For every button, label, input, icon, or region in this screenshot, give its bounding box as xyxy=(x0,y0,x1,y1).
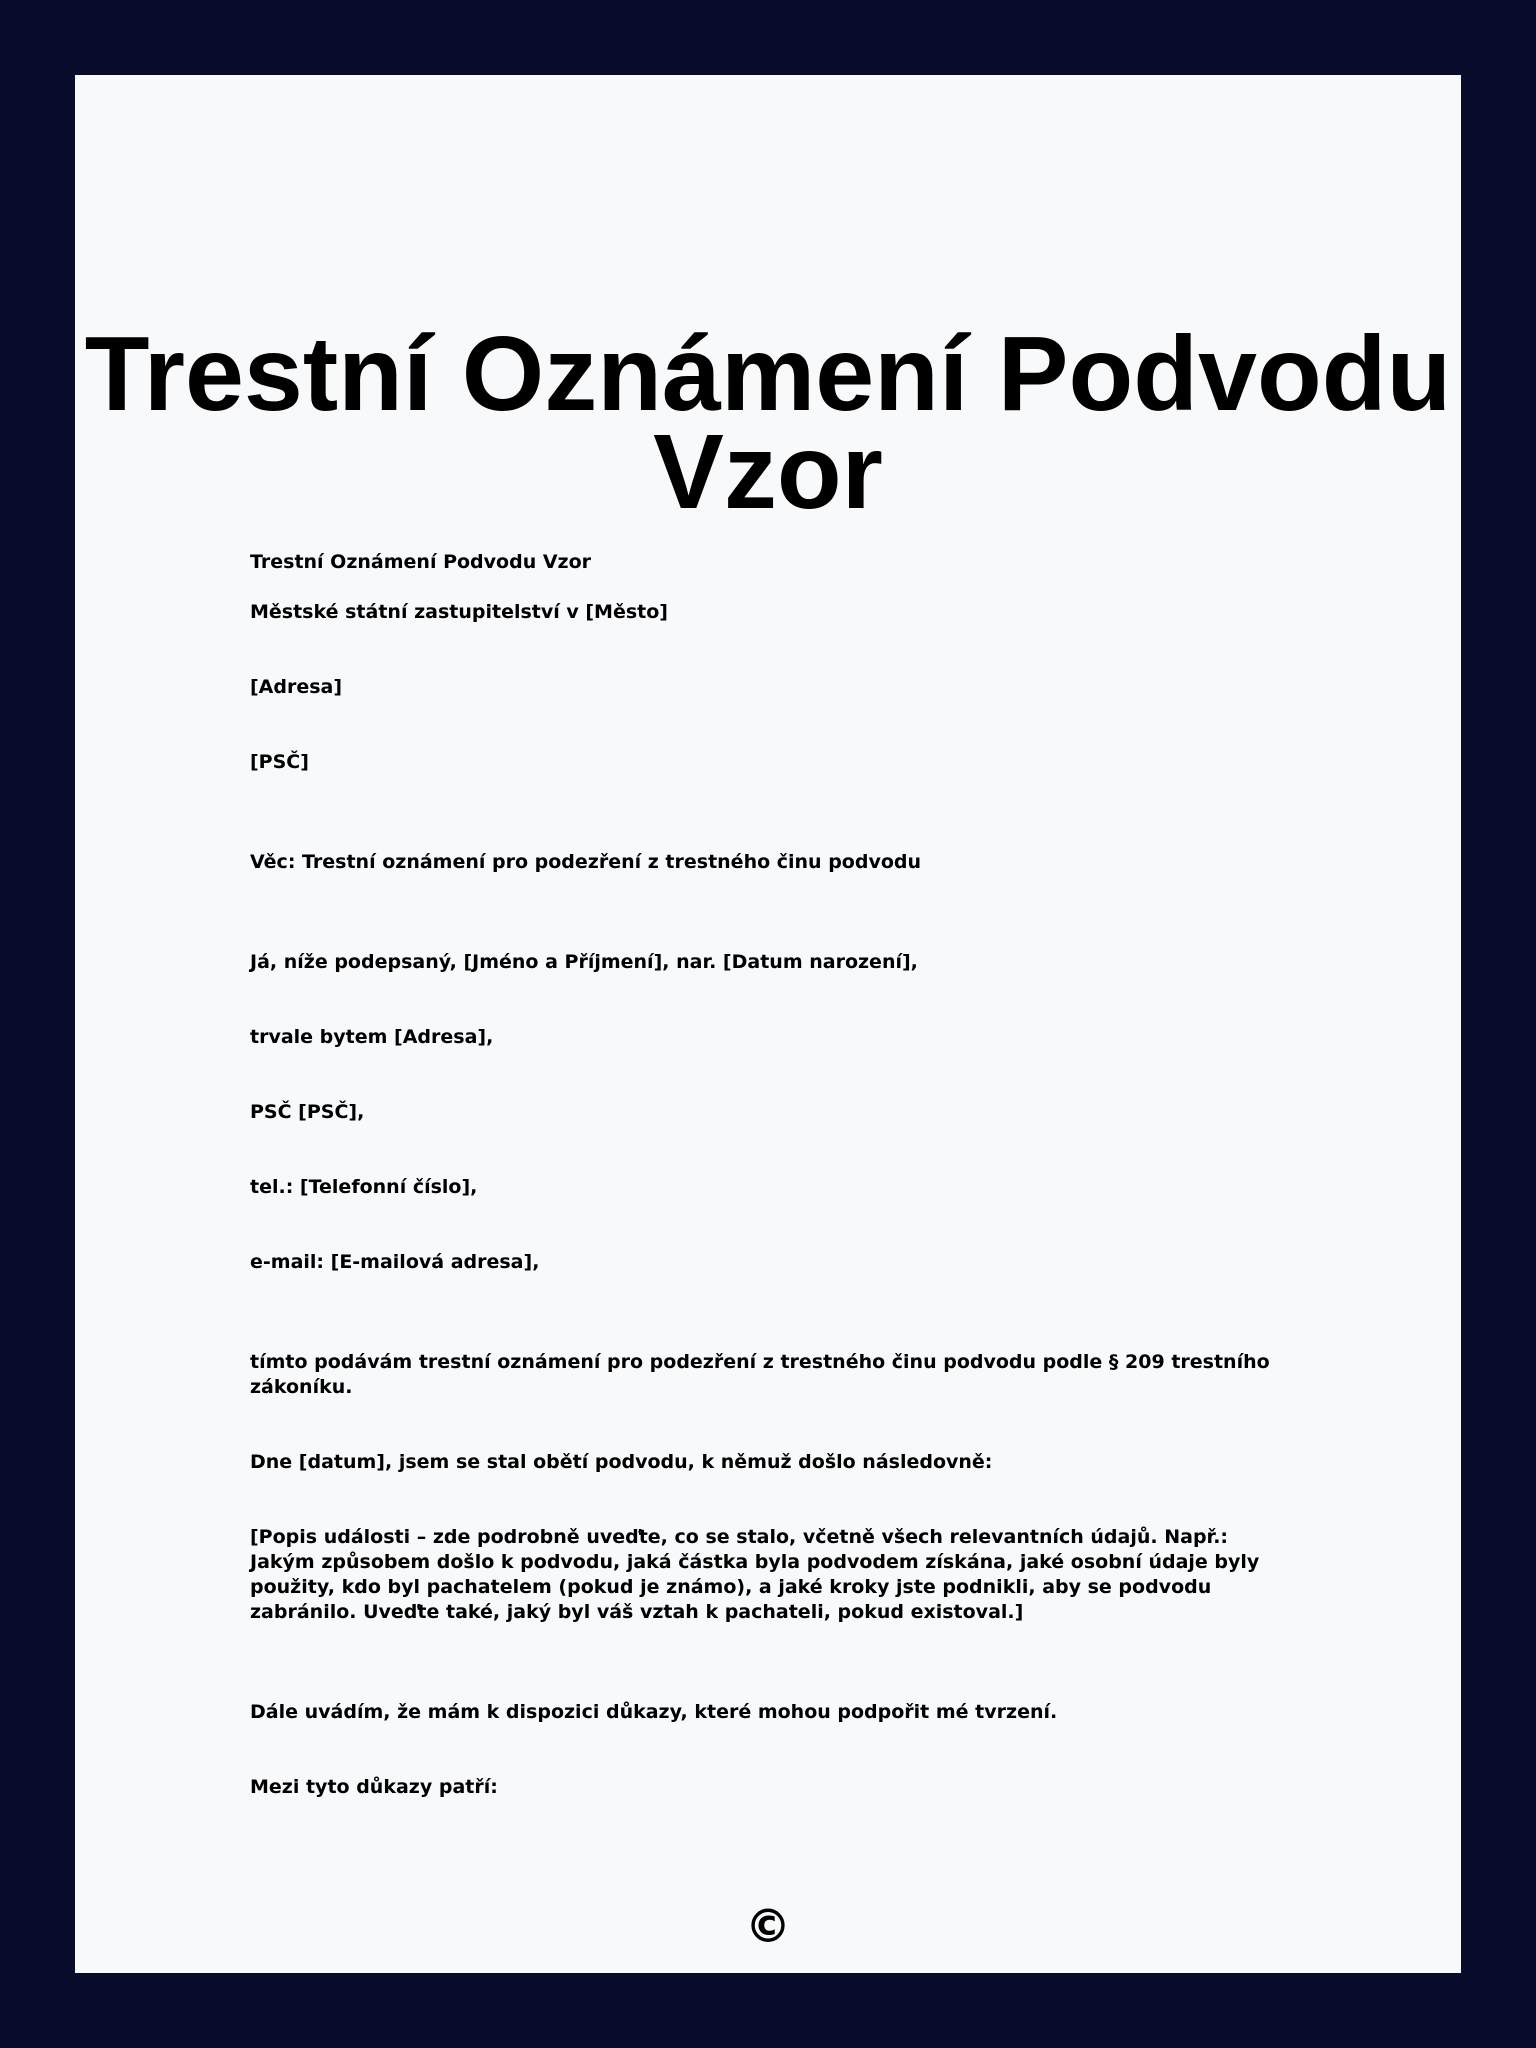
description-paragraph: [Popis události – zde podrobně uveďte, co se stalo, včetně všech relevantních údajů. Např.: Jakým způsobem došlo k podvodu, jaká částka byla podvodem získána, jaké osobní údaje byly použity, kdo byl pachatelem (pokud je známo), a jaké kroky jste podnikli, aby se podvodu zabránilo. Uveďte také, jaký byl váš vztah k pachateli, pokud existoval.] xyxy=(250,1526,1260,1623)
date-line: Dne [datum], jsem se stal obětí podvodu, k němuž došlo následovně: xyxy=(250,1451,993,1473)
recipient-zip: [PSČ] xyxy=(250,751,309,773)
signer-line: Já, níže podepsaný, [Jméno a Příjmení], nar. [Datum narození], xyxy=(250,951,918,973)
recipient-line: Městské státní zastupitelství v [Město] xyxy=(250,601,668,623)
subject-line: Věc: Trestní oznámení pro podezření z trestného činu podvodu xyxy=(250,851,922,873)
document-page xyxy=(75,75,1461,1973)
residence-line: trvale bytem [Adresa], xyxy=(250,1026,494,1048)
document-title: Trestní Oznámení Podvodu Vzor xyxy=(84,315,1452,531)
evidence-intro: Dále uvádím, že mám k dispozici důkazy, které mohou podpořit mé tvrzení. xyxy=(250,1701,1058,1723)
email-line: e-mail: [E-mailová adresa], xyxy=(250,1251,540,1273)
recipient-address: [Adresa] xyxy=(250,676,343,698)
phone-line: tel.: [Telefonní číslo], xyxy=(250,1176,478,1198)
zip-line: PSČ [PSČ], xyxy=(250,1101,365,1123)
statement-line: tímto podávám trestní oznámení pro podezření z trestného činu podvodu podle § 209 trestního zákoníku. xyxy=(250,1351,1270,1398)
letter-heading: Trestní Oznámení Podvodu Vzor xyxy=(250,551,592,573)
copyright-symbol: © xyxy=(745,1899,791,1953)
evidence-list-intro: Mezi tyto důkazy patří: xyxy=(250,1776,498,1798)
